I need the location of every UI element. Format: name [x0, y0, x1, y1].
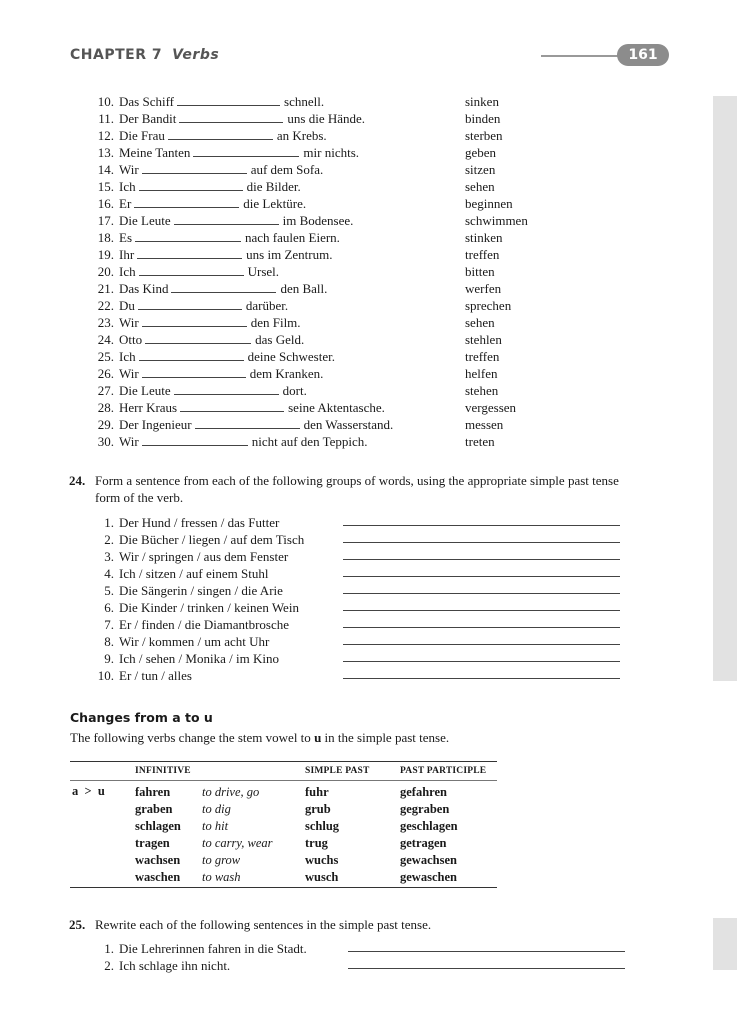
- word-group: Ich / sitzen / auf einem Stuhl: [119, 566, 269, 581]
- intro-text: The following verbs change the stem vowel to: [70, 730, 315, 745]
- sentence-start: Meine Tanten: [119, 145, 191, 160]
- infinitive-hint: beginnen: [465, 196, 513, 211]
- item-number: 26.: [97, 366, 114, 381]
- item-number: 17.: [97, 213, 114, 228]
- past-participle-cell: gewachsen: [400, 853, 457, 867]
- infinitive-hint: treffen: [465, 349, 500, 364]
- word-group: Die Bücher / liegen / auf dem Tisch: [119, 532, 305, 547]
- item-sentence: [119, 348, 335, 365]
- exercise-number: 24.: [69, 473, 86, 488]
- item-number: 15.: [97, 179, 114, 194]
- answer-blank[interactable]: [139, 179, 243, 191]
- infinitive-hint: stehen: [465, 383, 499, 398]
- past-participle-cell: gefahren: [400, 785, 447, 799]
- item-number: 7.: [104, 617, 114, 632]
- past-participle-cell: gewaschen: [400, 870, 457, 884]
- chapter-label: CHAPTER 7: [70, 47, 163, 63]
- exercise-number: 25.: [69, 917, 86, 932]
- word-group: Die Kinder / trinken / keinen Wein: [119, 600, 299, 615]
- item-number: 1.: [104, 515, 114, 530]
- infinitive-cell: waschen: [135, 870, 181, 884]
- item-number: 24.: [97, 332, 114, 347]
- item-number: 5.: [104, 583, 114, 598]
- item-sentence: [119, 212, 353, 229]
- answer-blank[interactable]: [134, 196, 239, 208]
- item-number: 23.: [97, 315, 114, 330]
- past-participle-cell: gegraben: [400, 802, 450, 816]
- word-group: Der Hund / fressen / das Futter: [119, 515, 280, 530]
- gloss-cell: to grow: [202, 853, 241, 867]
- item-number: 4.: [104, 566, 114, 581]
- exercise-25-instruction: [69, 916, 689, 933]
- infinitive-hint: sitzen: [465, 162, 496, 177]
- answer-blank[interactable]: [145, 332, 251, 344]
- simple-past-cell: trug: [305, 836, 328, 850]
- sentence-end: die Lektüre.: [243, 196, 307, 211]
- side-thumb-tab: [713, 918, 737, 970]
- infinitive-cell: graben: [135, 802, 173, 816]
- infinitive-hint: treten: [465, 434, 495, 449]
- sentence-start: Die Frau: [119, 128, 165, 143]
- sentence-end: uns im Zentrum.: [246, 247, 333, 262]
- item-number: 11.: [98, 111, 114, 126]
- item-number: 10.: [97, 94, 114, 109]
- answer-line[interactable]: [348, 968, 625, 969]
- word-group: Wir / springen / aus dem Fenster: [119, 549, 289, 564]
- past-participle-cell: getragen: [400, 836, 447, 850]
- answer-blank[interactable]: [177, 94, 280, 106]
- item-number: 28.: [97, 400, 114, 415]
- sentence-start: Ihr: [119, 247, 135, 262]
- infinitive-hint: geben: [465, 145, 497, 160]
- instruction-line: Rewrite each of the following sentences in the simple past tense.: [95, 917, 432, 932]
- sentence-start: Wir: [119, 366, 139, 381]
- item-number: 12.: [97, 128, 114, 143]
- item-sentence: [119, 229, 340, 246]
- infinitive-hint: sprechen: [465, 298, 512, 313]
- infinitive-hint: sterben: [465, 128, 503, 143]
- item-sentence: [119, 144, 359, 161]
- simple-past-cell: grub: [305, 802, 331, 816]
- sentence-end: den Ball.: [280, 281, 328, 296]
- sentence-start: Es: [119, 230, 132, 245]
- gloss-cell: to carry, wear: [202, 836, 273, 850]
- sentence-end: das Geld.: [255, 332, 305, 347]
- sentence-start: Du: [119, 298, 135, 313]
- side-thumb-tab: [713, 96, 737, 681]
- infinitive-hint: sinken: [465, 94, 499, 109]
- sentence-end: deine Schwester.: [247, 349, 335, 364]
- sentence-end: dort.: [282, 383, 307, 398]
- gloss-cell: to drive, go: [202, 785, 260, 799]
- item-number: 30.: [97, 434, 114, 449]
- item-number: 2.: [104, 958, 114, 973]
- chapter-header: [70, 47, 219, 63]
- sentence-end: den Film.: [250, 315, 301, 330]
- answer-blank[interactable]: [180, 400, 284, 412]
- instruction-line: form of the verb.: [95, 490, 184, 505]
- infinitive-hint: vergessen: [465, 400, 517, 415]
- answer-blank[interactable]: [174, 213, 279, 225]
- instruction-line: Form a sentence from each of the following groups of words, using the appropriate simple past tense: [95, 473, 619, 488]
- answer-blank[interactable]: [142, 315, 247, 327]
- item-number: 10.: [97, 668, 114, 683]
- item-sentence: [119, 110, 365, 127]
- word-group: Wir / kommen / um acht Uhr: [119, 634, 270, 649]
- answer-line[interactable]: [343, 661, 620, 662]
- intro-bold-vowel: u: [314, 730, 322, 745]
- table-bottom-rule: [70, 887, 497, 888]
- item-sentence: Ich schlage ihn nicht.: [119, 958, 231, 973]
- sentence-end: im Bodensee.: [282, 213, 354, 228]
- infinitive-cell: fahren: [135, 785, 171, 799]
- infinitive-cell: schlagen: [135, 819, 181, 833]
- sentence-end: schnell.: [284, 94, 325, 109]
- simple-past-cell: wuchs: [305, 853, 339, 867]
- gloss-cell: to dig: [202, 802, 231, 816]
- infinitive-hint: messen: [465, 417, 504, 432]
- exercise-24-instruction: [69, 472, 689, 506]
- word-group: Ich / sehen / Monika / im Kino: [119, 651, 279, 666]
- infinitive-hint: binden: [465, 111, 501, 126]
- item-number: 25.: [97, 349, 114, 364]
- answer-line[interactable]: [343, 610, 620, 611]
- infinitive-hint: sehen: [465, 179, 495, 194]
- sentence-end: nach faulen Eiern.: [245, 230, 340, 245]
- item-number: 27.: [97, 383, 114, 398]
- sentence-start: Er: [119, 196, 132, 211]
- word-group: Er / finden / die Diamantbrosche: [119, 617, 290, 632]
- answer-blank[interactable]: [174, 383, 279, 395]
- intro-text: in the simple past tense.: [321, 730, 450, 745]
- item-number: 16.: [97, 196, 114, 211]
- sentence-end: seine Aktentasche.: [288, 400, 385, 415]
- gloss-cell: to wash: [202, 870, 241, 884]
- item-sentence: [119, 178, 301, 195]
- item-sentence: [119, 399, 385, 416]
- gloss-cell: to hit: [202, 819, 229, 833]
- item-number: 21.: [97, 281, 114, 296]
- answer-line[interactable]: [343, 576, 620, 577]
- item-number: 18.: [97, 230, 114, 245]
- sentence-end: uns die Hände.: [287, 111, 366, 126]
- infinitive-hint: stehlen: [465, 332, 502, 347]
- sentence-end: an Krebs.: [276, 128, 327, 143]
- sentence-start: Ich: [119, 179, 136, 194]
- infinitive-cell: tragen: [135, 836, 170, 850]
- item-number: 19.: [97, 247, 114, 262]
- item-sentence: [119, 433, 368, 450]
- item-sentence: [119, 331, 304, 348]
- sentence-start: Die Leute: [119, 383, 171, 398]
- answer-blank[interactable]: [142, 162, 247, 174]
- item-number: 3.: [104, 549, 114, 564]
- sentence-start: Ich: [119, 349, 136, 364]
- section-intro: [70, 730, 449, 746]
- sentence-end: nicht auf den Teppich.: [251, 434, 368, 449]
- answer-blank[interactable]: [195, 417, 300, 429]
- simple-past-cell: wusch: [305, 870, 339, 884]
- column-header-simple-past: SIMPLE PAST: [305, 766, 370, 776]
- answer-blank[interactable]: [135, 230, 241, 242]
- answer-blank[interactable]: [193, 145, 299, 157]
- vowel-change-label: a > u: [72, 784, 105, 798]
- item-sentence: [119, 263, 279, 280]
- item-number: 9.: [104, 651, 114, 666]
- answer-line[interactable]: [343, 627, 620, 628]
- answer-line[interactable]: [343, 678, 620, 679]
- item-number: 29.: [97, 417, 114, 432]
- sentence-start: Der Ingenieur: [119, 417, 192, 432]
- item-sentence: [119, 365, 323, 382]
- sentence-start: Herr Kraus: [119, 400, 178, 415]
- item-sentence: [119, 195, 306, 212]
- infinitive-hint: schwimmen: [465, 213, 528, 228]
- item-sentence: [119, 314, 301, 331]
- answer-line[interactable]: [343, 542, 620, 543]
- item-sentence: [119, 246, 332, 263]
- answer-line[interactable]: [343, 559, 620, 560]
- answer-blank[interactable]: [179, 111, 283, 123]
- column-header-past-participle: PAST PARTICIPLE: [400, 766, 487, 776]
- answer-blank[interactable]: [142, 366, 246, 378]
- item-number: 22.: [97, 298, 114, 313]
- answer-line[interactable]: [343, 593, 620, 594]
- answer-line[interactable]: [343, 644, 620, 645]
- answer-line[interactable]: [348, 951, 625, 952]
- item-sentence: [119, 280, 327, 297]
- item-number: 8.: [104, 634, 114, 649]
- infinitive-hint: werfen: [465, 281, 502, 296]
- answer-blank[interactable]: [168, 128, 273, 140]
- table-top-rule: [70, 761, 497, 762]
- sentence-start: Der Bandit: [119, 111, 177, 126]
- answer-blank[interactable]: [142, 434, 248, 446]
- sentence-start: Wir: [119, 315, 139, 330]
- sentence-end: den Wasserstand.: [303, 417, 394, 432]
- sentence-start: Ich: [119, 264, 136, 279]
- column-header-infinitive: INFINITIVE: [135, 766, 191, 776]
- item-sentence: [119, 297, 288, 314]
- table-header-rule: [70, 780, 497, 781]
- word-group: Er / tun / alles: [119, 668, 192, 683]
- sentence-end: Ursel.: [247, 264, 280, 279]
- sentence-end: dem Kranken.: [249, 366, 324, 381]
- sentence-start: Wir: [119, 162, 139, 177]
- item-sentence: [119, 382, 307, 399]
- chapter-section-title: Verbs: [172, 47, 220, 63]
- sentence-start: Das Kind: [119, 281, 169, 296]
- simple-past-cell: schlug: [305, 819, 340, 833]
- answer-blank[interactable]: [139, 264, 244, 276]
- answer-blank[interactable]: [171, 281, 276, 293]
- simple-past-cell: fuhr: [305, 785, 329, 799]
- answer-blank[interactable]: [139, 349, 244, 361]
- item-sentence: [119, 127, 327, 144]
- sentence-start: Die Leute: [119, 213, 171, 228]
- word-group: Die Sängerin / singen / die Arie: [119, 583, 283, 598]
- answer-blank[interactable]: [137, 247, 242, 259]
- item-number: 14.: [97, 162, 114, 177]
- infinitive-hint: bitten: [465, 264, 495, 279]
- sentence-end: darüber.: [245, 298, 289, 313]
- item-sentence: [119, 161, 323, 178]
- past-participle-cell: geschlagen: [400, 819, 458, 833]
- item-number: 13.: [97, 145, 114, 160]
- item-number: 6.: [104, 600, 114, 615]
- item-sentence: [119, 93, 324, 110]
- infinitive-hint: helfen: [465, 366, 498, 381]
- infinitive-hint: treffen: [465, 247, 500, 262]
- answer-blank[interactable]: [138, 298, 242, 310]
- item-number: 2.: [104, 532, 114, 547]
- sentence-end: auf dem Sofa.: [250, 162, 324, 177]
- sentence-end: die Bilder.: [246, 179, 301, 194]
- sentence-start: Das Schiff: [119, 94, 175, 109]
- sentence-start: Wir: [119, 434, 139, 449]
- section-heading: Changes from a to u: [70, 710, 213, 725]
- infinitive-hint: sehen: [465, 315, 495, 330]
- page-number-badge: 161: [617, 44, 669, 66]
- sentence-end: mir nichts.: [303, 145, 360, 160]
- infinitive-cell: wachsen: [135, 853, 181, 867]
- item-number: 20.: [97, 264, 114, 279]
- item-sentence: Die Lehrerinnen fahren in die Stadt.: [119, 941, 307, 956]
- item-number: 1.: [104, 941, 114, 956]
- infinitive-hint: stinken: [465, 230, 503, 245]
- item-sentence: [119, 416, 393, 433]
- sentence-start: Otto: [119, 332, 143, 347]
- answer-line[interactable]: [343, 525, 620, 526]
